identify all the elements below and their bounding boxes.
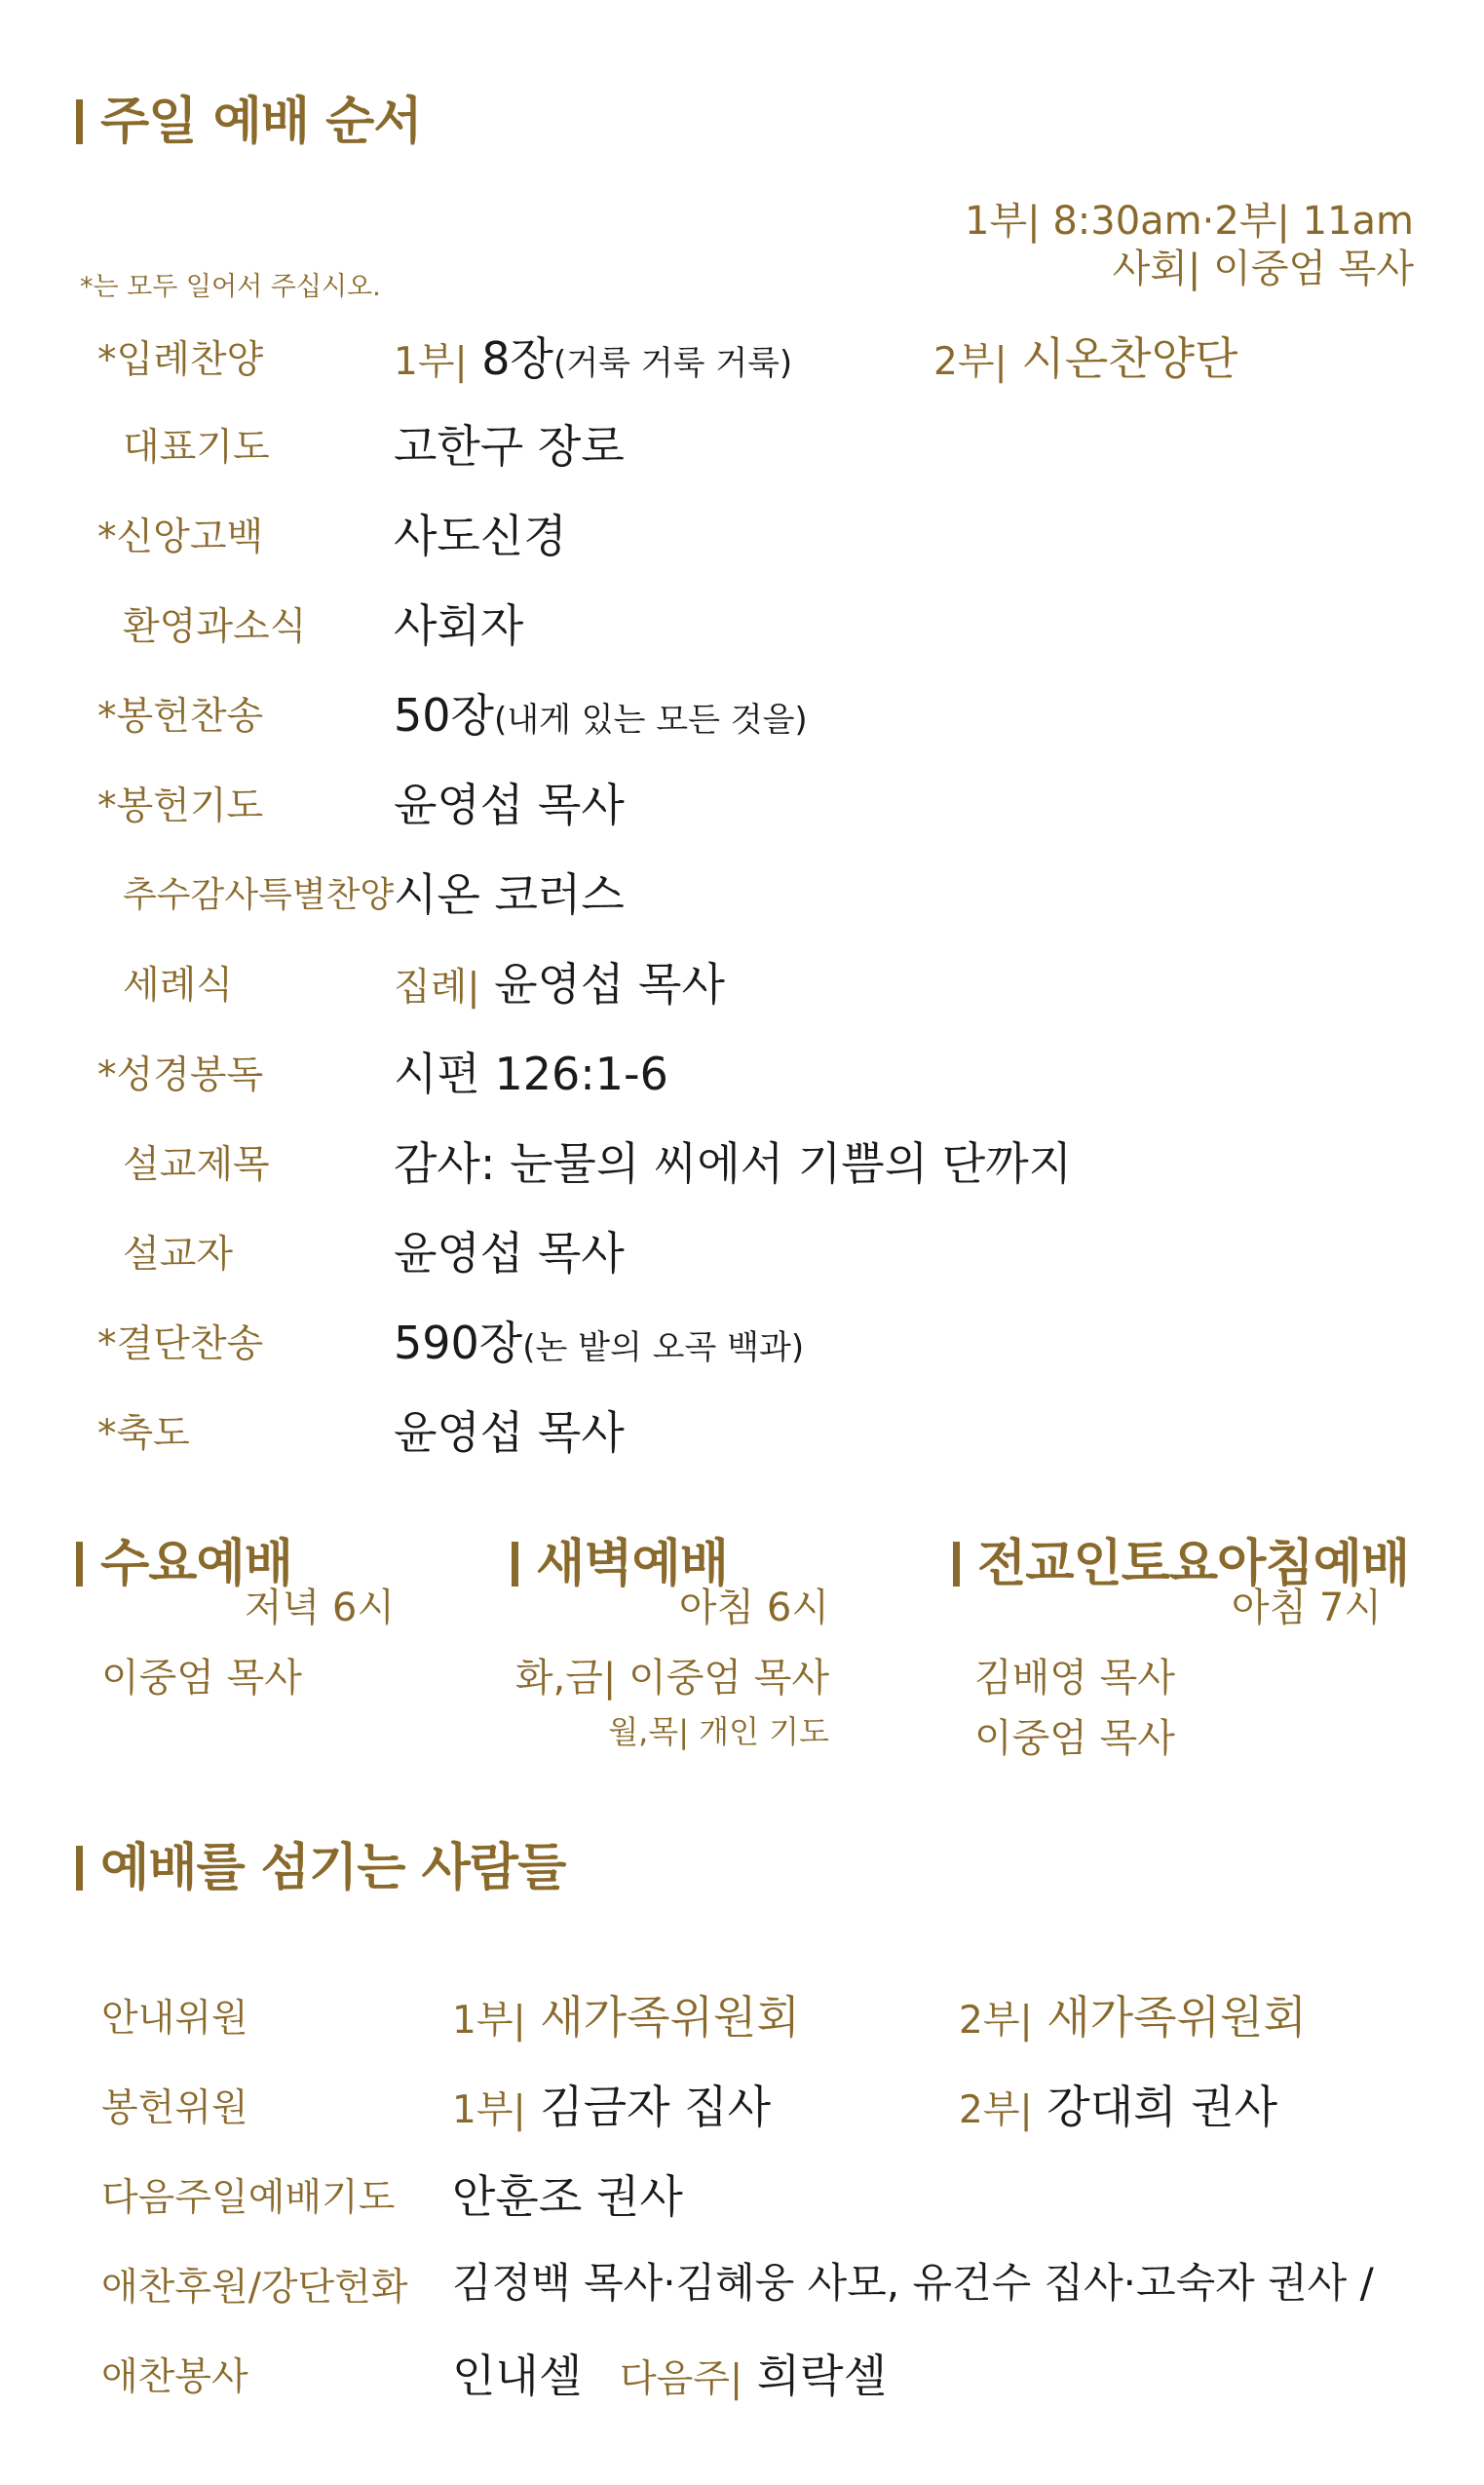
server-value: 김정백 목사·김혜웅 사모, 유건수 집사·고숙자 권사 / <box>452 2259 1374 2307</box>
sermon-title: 감사: 눈물의 씨에서 기쁨의 단까지 <box>394 1137 1073 1190</box>
order-value <box>394 949 725 1013</box>
order-label: 대표기도 <box>123 426 270 470</box>
hymn-title: (논 밭의 오곡 백과) <box>522 1328 805 1367</box>
stand-note: *는 모두 일어서 주십시오. <box>80 272 381 302</box>
order-value: 윤영섭 목사 <box>394 1227 625 1280</box>
part-prefix: 1부| <box>452 1999 526 2043</box>
saturday-leader: 이중엄 목사 <box>974 1716 1175 1761</box>
order-label: 세례식 <box>123 964 234 1008</box>
wednesday-time: 저녁 6시 <box>244 1586 395 1630</box>
part-prefix: 2부| <box>933 340 1008 384</box>
server-name: 인내셀 <box>452 2350 583 2402</box>
server-label: 다음주일예배기도 <box>101 2176 396 2220</box>
dawn-note: 월,목| 개인 기도 <box>608 1713 829 1750</box>
part-prefix: 1부| <box>452 2088 526 2132</box>
server-name: 강대희 권사 <box>1046 2081 1278 2133</box>
server-name: 희락셀 <box>756 2350 888 2402</box>
order-value: 윤영섭 목사 <box>394 1406 625 1459</box>
order-value: 사회자 <box>394 599 524 652</box>
hymn-number: 590장 <box>394 1317 523 1369</box>
server-name: 새가족위원회 <box>1046 1991 1307 2044</box>
server-name: 새가족위원회 <box>540 1991 800 2044</box>
service-times: 1부| 8:30am·2부| 11am <box>965 199 1414 244</box>
order-label: *신앙고백 <box>97 516 264 559</box>
order-label: *봉헌기도 <box>97 784 264 828</box>
service-host: 사회| 이중엄 목사 <box>1112 247 1414 291</box>
part-prefix: 1부| <box>394 340 468 384</box>
next-week-prefix: 다음주| <box>619 2357 743 2401</box>
hymn-title: (내게 있는 모든 것을) <box>493 701 808 740</box>
server-value-part2 <box>959 1982 1307 2046</box>
order-label: 추수감사특별찬양 <box>123 875 395 915</box>
saturday-title-text: 전교인토요아침예배 <box>977 1535 1410 1593</box>
hymn-number: 8장 <box>481 332 553 385</box>
order-label: *성경봉독 <box>97 1053 264 1097</box>
order-value-part2 <box>933 324 1237 388</box>
servers-title-text: 예배를 섬기는 사람들 <box>100 1839 566 1897</box>
server-name: 김금자 집사 <box>540 2081 772 2133</box>
server-label: 애찬후원/강단헌화 <box>101 2266 408 2310</box>
part-prefix: 2부| <box>959 1999 1033 2043</box>
server-label: 안내위원 <box>101 1997 248 2041</box>
sunday-title-text: 주일 예배 순서 <box>100 93 422 151</box>
order-value: 시온 코러스 <box>394 868 625 921</box>
section-bar-icon <box>76 99 83 144</box>
order-value <box>394 680 808 745</box>
server-value <box>452 2072 771 2136</box>
order-label: *입례찬양 <box>97 338 264 382</box>
section-bar-icon <box>953 1542 960 1587</box>
section-bar-icon <box>76 1846 83 1891</box>
dawn-time: 아침 6시 <box>678 1586 829 1630</box>
server-value <box>452 2341 887 2405</box>
order-value: 고한구 장로 <box>394 420 625 473</box>
section-bar-icon <box>512 1542 518 1587</box>
order-value <box>394 1308 804 1372</box>
dawn-title-text: 새벽예배 <box>536 1535 728 1593</box>
order-label: 환영과소식 <box>123 605 307 649</box>
servers-section-title <box>76 1826 565 1899</box>
wednesday-leader: 이중엄 목사 <box>101 1656 302 1701</box>
saturday-leader: 김배영 목사 <box>974 1656 1175 1701</box>
server-value-part2 <box>959 2072 1277 2136</box>
order-label: *축도 <box>97 1412 190 1456</box>
officiant-prefix: 집례| <box>394 966 480 1010</box>
hymn-number: 50장 <box>394 689 494 742</box>
server-value: 안훈조 권사 <box>452 2170 683 2223</box>
order-value <box>394 324 792 388</box>
server-label: 애찬봉사 <box>101 2355 248 2399</box>
order-label: *봉헌찬송 <box>97 695 264 739</box>
server-label: 봉헌위원 <box>101 2086 248 2130</box>
order-value: 시편 126:1-6 <box>394 1048 668 1100</box>
part-prefix: 2부| <box>959 2088 1033 2132</box>
server-value <box>452 1982 800 2046</box>
order-value: 사도신경 <box>394 510 567 562</box>
section-bar-icon <box>76 1542 83 1587</box>
saturday-time: 아침 7시 <box>1231 1586 1382 1630</box>
hymn-title: (거룩 거룩 거룩) <box>552 344 793 383</box>
officiant-name: 윤영섭 목사 <box>494 958 725 1011</box>
dawn-leader: 화,금| 이중엄 목사 <box>514 1656 829 1701</box>
wednesday-title-text: 수요예배 <box>100 1535 292 1593</box>
sunday-section-title <box>76 80 422 153</box>
order-label: 설교제목 <box>123 1143 270 1187</box>
order-value: 윤영섭 목사 <box>394 779 625 831</box>
choir-name: 시온찬양단 <box>1021 332 1238 385</box>
order-label: 설교자 <box>123 1233 234 1277</box>
order-label: *결단찬송 <box>97 1322 264 1366</box>
